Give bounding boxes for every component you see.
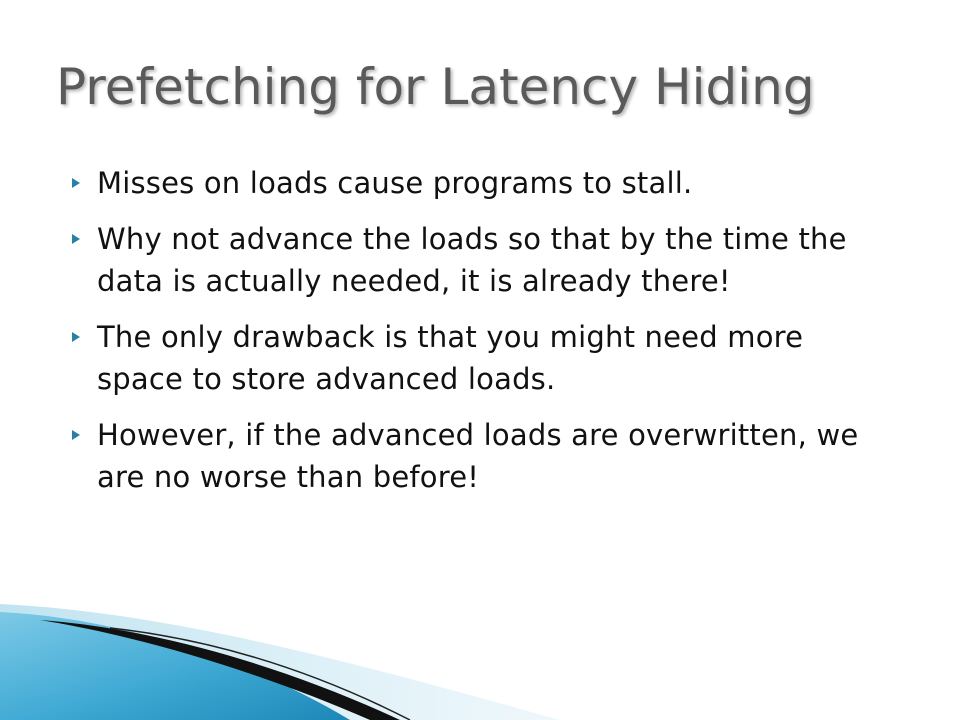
blue-wedge-shape xyxy=(0,612,350,720)
thin-swoosh-line xyxy=(110,628,410,720)
bullet-item xyxy=(72,218,892,302)
dark-swoosh-shape xyxy=(40,620,400,720)
bullet-text: Misses on loads cause programs to stall. xyxy=(97,166,693,200)
slide-title: Prefetching for Latency Hiding xyxy=(56,58,815,116)
bullet-arrow-icon xyxy=(72,430,80,440)
bullet-item xyxy=(72,316,892,400)
pale-ribbon-shape xyxy=(0,604,560,720)
bullet-item xyxy=(72,162,892,204)
bullet-arrow-icon xyxy=(72,178,80,188)
bullet-item xyxy=(72,414,892,498)
bullet-text: However, if the advanced loads are overwritten, we are no worse than before! xyxy=(97,418,859,494)
bullet-arrow-icon xyxy=(72,332,80,342)
bullet-list xyxy=(72,162,892,512)
bullet-text: The only drawback is that you might need more space to store advanced loads. xyxy=(97,320,804,396)
bullet-arrow-icon xyxy=(72,234,80,244)
bullet-text: Why not advance the loads so that by the time the data is actually needed, it is already there! xyxy=(97,222,847,298)
